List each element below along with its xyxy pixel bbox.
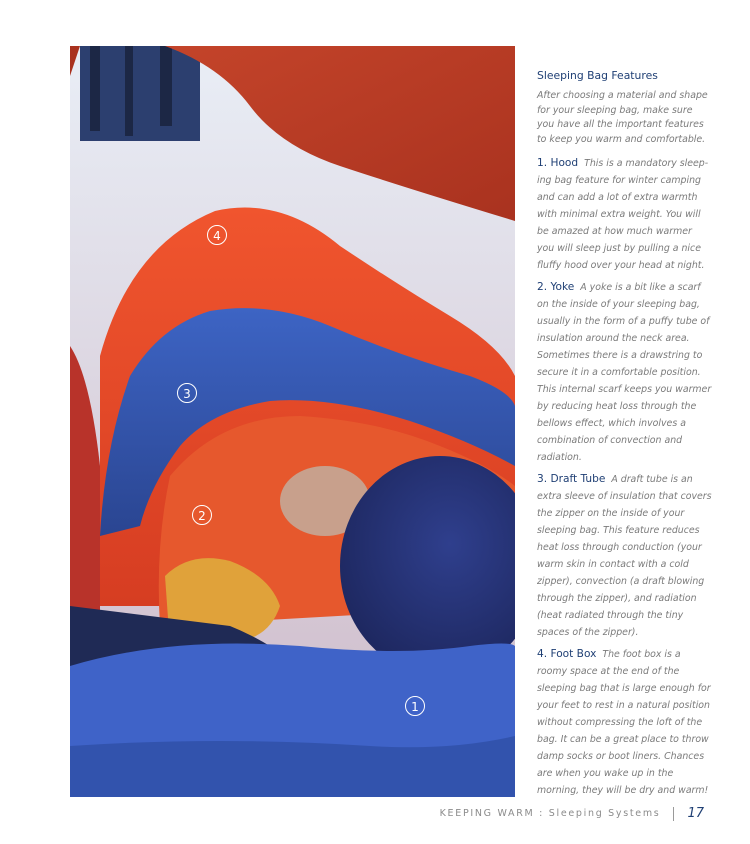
features-sidebar	[537, 68, 712, 804]
feature-text: The foot box is a roomy space at the end of the sleeping bag that is large enough for your feet to rest in a natural position without compressing the loft of the bag. It can be a great place to throw damp socks or boot liners. Chances are when you wake up in the morning, they will be dry and warm!	[537, 649, 711, 797]
marker-3: 3	[177, 383, 197, 403]
feature-foot-box	[537, 646, 712, 799]
feature-draft-tube	[537, 471, 712, 641]
page-footer	[0, 803, 704, 823]
footer-divider	[673, 807, 674, 821]
feature-heading: 4. Foot Box	[537, 648, 597, 661]
feature-text: A yoke is a bit like a scarf on the inside of your sleeping bag, usually in the form of a puffy tube of insulation around the neck area. Sometimes there is a drawstring to secure it in a comfortable position. This internal scarf keeps you warmer by reducing heat loss through the bellows effect, which involves a combination of convection and radiation.	[537, 282, 712, 464]
running-head: KEEPING WARM : Sleeping Systems	[439, 808, 661, 819]
feature-heading: 2. Yoke	[537, 281, 575, 294]
feature-text: This is a mandatory sleep-ing bag feature for winter camping and can add a lot of extra warmth with minimal extra weight. You will be amazed at how much warmer you will sleep just by pulling a nice fluffy hood over your head at night.	[537, 158, 709, 272]
page-number: 17	[687, 806, 704, 821]
feature-text: A draft tube is an extra sleeve of insulation that covers the zipper on the inside of your sleeping bag. This feature reduces heat loss through conduction (your warm skin in contact with a cold zipper), convection (a draft blowing through the zipper), and radiation (heat radiated through the tiny spaces of the zipper).	[537, 474, 712, 639]
marker-1: 1	[405, 696, 425, 716]
sleeping-bag-photo	[70, 46, 515, 797]
photo-illustration	[70, 46, 515, 797]
marker-2: 2	[192, 505, 212, 525]
feature-yoke	[537, 279, 712, 466]
sidebar-title: Sleeping Bag Features	[537, 69, 658, 82]
feature-heading: 1. Hood	[537, 157, 579, 170]
feature-heading: 3. Draft Tube	[537, 473, 606, 486]
marker-4: 4	[207, 225, 227, 245]
sidebar-intro: After choosing a material and shape for your sleeping bag, make sure you have all the important features to keep you warm and comfortable.	[537, 90, 708, 145]
feature-hood	[537, 155, 712, 274]
